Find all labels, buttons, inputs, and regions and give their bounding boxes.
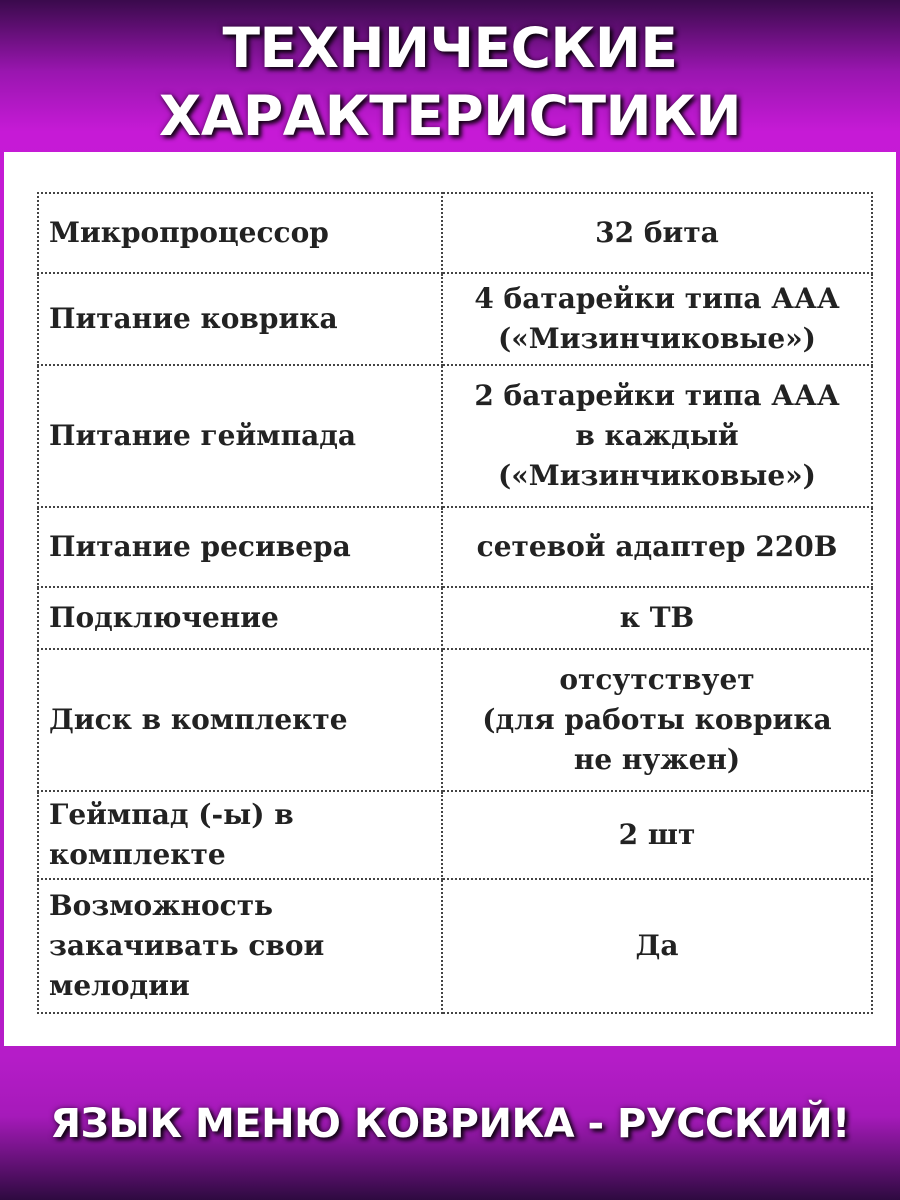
spec-value-line: отсутствует: [559, 663, 755, 696]
spec-value: [442, 365, 872, 507]
spec-label: Диск в комплекте: [38, 649, 442, 791]
spec-label: Геймпад (-ы) в комплекте: [38, 791, 442, 879]
page-title-line-2: ХАРАКТЕРИСТИКИ: [158, 84, 742, 148]
spec-value: [442, 649, 872, 791]
spec-value-line: не нужен): [573, 743, 741, 776]
table-row: [38, 791, 872, 879]
table-row: [38, 649, 872, 791]
specs-table: [37, 192, 873, 1014]
spec-value-line: 2 батарейки типа ААА: [474, 379, 840, 412]
spec-value: [442, 879, 872, 1013]
spec-value-line: 4 батарейки типа ААА: [474, 282, 840, 315]
table-row: [38, 193, 872, 273]
spec-value: [442, 193, 872, 273]
spec-value-line: («Мизинчиковые»): [498, 322, 816, 355]
spec-value-line: (для работы коврика: [482, 703, 832, 736]
spec-value: [442, 587, 872, 649]
page-title: [0, 14, 900, 150]
spec-value: [442, 507, 872, 587]
table-row: [38, 273, 872, 365]
spec-value-line: 32 бита: [595, 216, 719, 249]
spec-value-line: к ТВ: [619, 601, 695, 634]
spec-label: Питание геймпада: [38, 365, 442, 507]
spec-value-line: сетевой адаптер 220В: [476, 530, 838, 563]
spec-label: Возможность закачивать свои мелодии: [38, 879, 442, 1013]
spec-label: Подключение: [38, 587, 442, 649]
table-row: [38, 587, 872, 649]
footer-banner: ЯЗЫК МЕНЮ КОВРИКА - РУССКИЙ!: [50, 1101, 850, 1147]
spec-value-line: 2 шт: [618, 818, 696, 851]
spec-value: [442, 273, 872, 365]
table-row: [38, 879, 872, 1013]
spec-value-line: в каждый: [575, 419, 739, 452]
table-row: [38, 507, 872, 587]
spec-value: [442, 791, 872, 879]
spec-label: Питание ресивера: [38, 507, 442, 587]
table-row: [38, 365, 872, 507]
spec-label: Питание коврика: [38, 273, 442, 365]
spec-label: Микропроцессор: [38, 193, 442, 273]
spec-value-line: Да: [635, 929, 679, 962]
specs-panel: [4, 152, 896, 1046]
spec-value-line: («Мизинчиковые»): [498, 459, 816, 492]
page-title-line-1: ТЕХНИЧЕСКИЕ: [222, 16, 678, 80]
